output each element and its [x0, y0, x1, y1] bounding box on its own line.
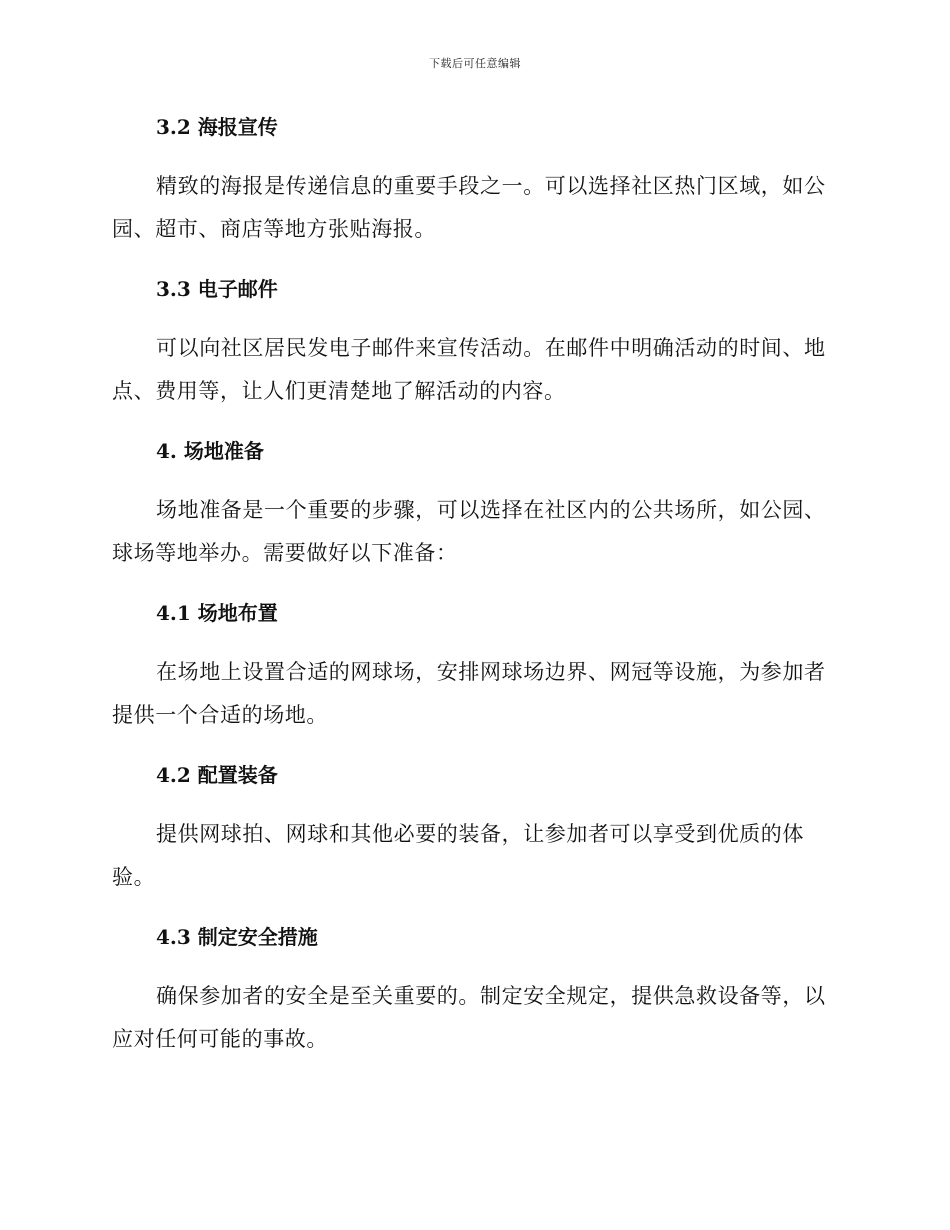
section-heading: 4.3 制定安全措施 [156, 925, 318, 949]
section-4-1 [112, 598, 830, 737]
section-4-3 [112, 922, 830, 1061]
document-body [112, 112, 830, 1061]
section-heading: 4.1 场地布置 [156, 601, 278, 625]
section-paragraph: 确保参加者的安全是至关重要的。制定安全规定，提供急救设备等，以应对任何可能的事故。 [112, 984, 826, 1051]
section-3-3 [112, 274, 830, 413]
section-heading: 4.2 配置装备 [156, 763, 278, 787]
section-4 [112, 436, 830, 575]
section-paragraph: 精致的海报是传递信息的重要手段之一。可以选择社区热门区域，如公园、超市、商店等地方张贴海报。 [112, 174, 826, 241]
section-heading: 3.3 电子邮件 [156, 277, 278, 301]
page-header: 下载后可任意编辑 [429, 57, 521, 70]
section-4-2 [112, 760, 830, 899]
section-heading: 3.2 海报宣传 [156, 115, 278, 139]
section-paragraph: 可以向社区居民发电子邮件来宣传活动。在邮件中明确活动的时间、地点、费用等，让人们更清楚地了解活动的内容。 [112, 336, 826, 403]
section-paragraph: 在场地上设置合适的网球场，安排网球场边界、网冠等设施，为参加者提供一个合适的场地。 [112, 660, 826, 727]
section-3-2 [112, 112, 830, 251]
section-paragraph: 场地准备是一个重要的步骤，可以选择在社区内的公共场所，如公园、球场等地举办。需要做好以下准备： [112, 498, 826, 565]
section-paragraph: 提供网球拍、网球和其他必要的装备，让参加者可以享受到优质的体验。 [112, 822, 804, 889]
section-heading: 4. 场地准备 [156, 439, 264, 463]
